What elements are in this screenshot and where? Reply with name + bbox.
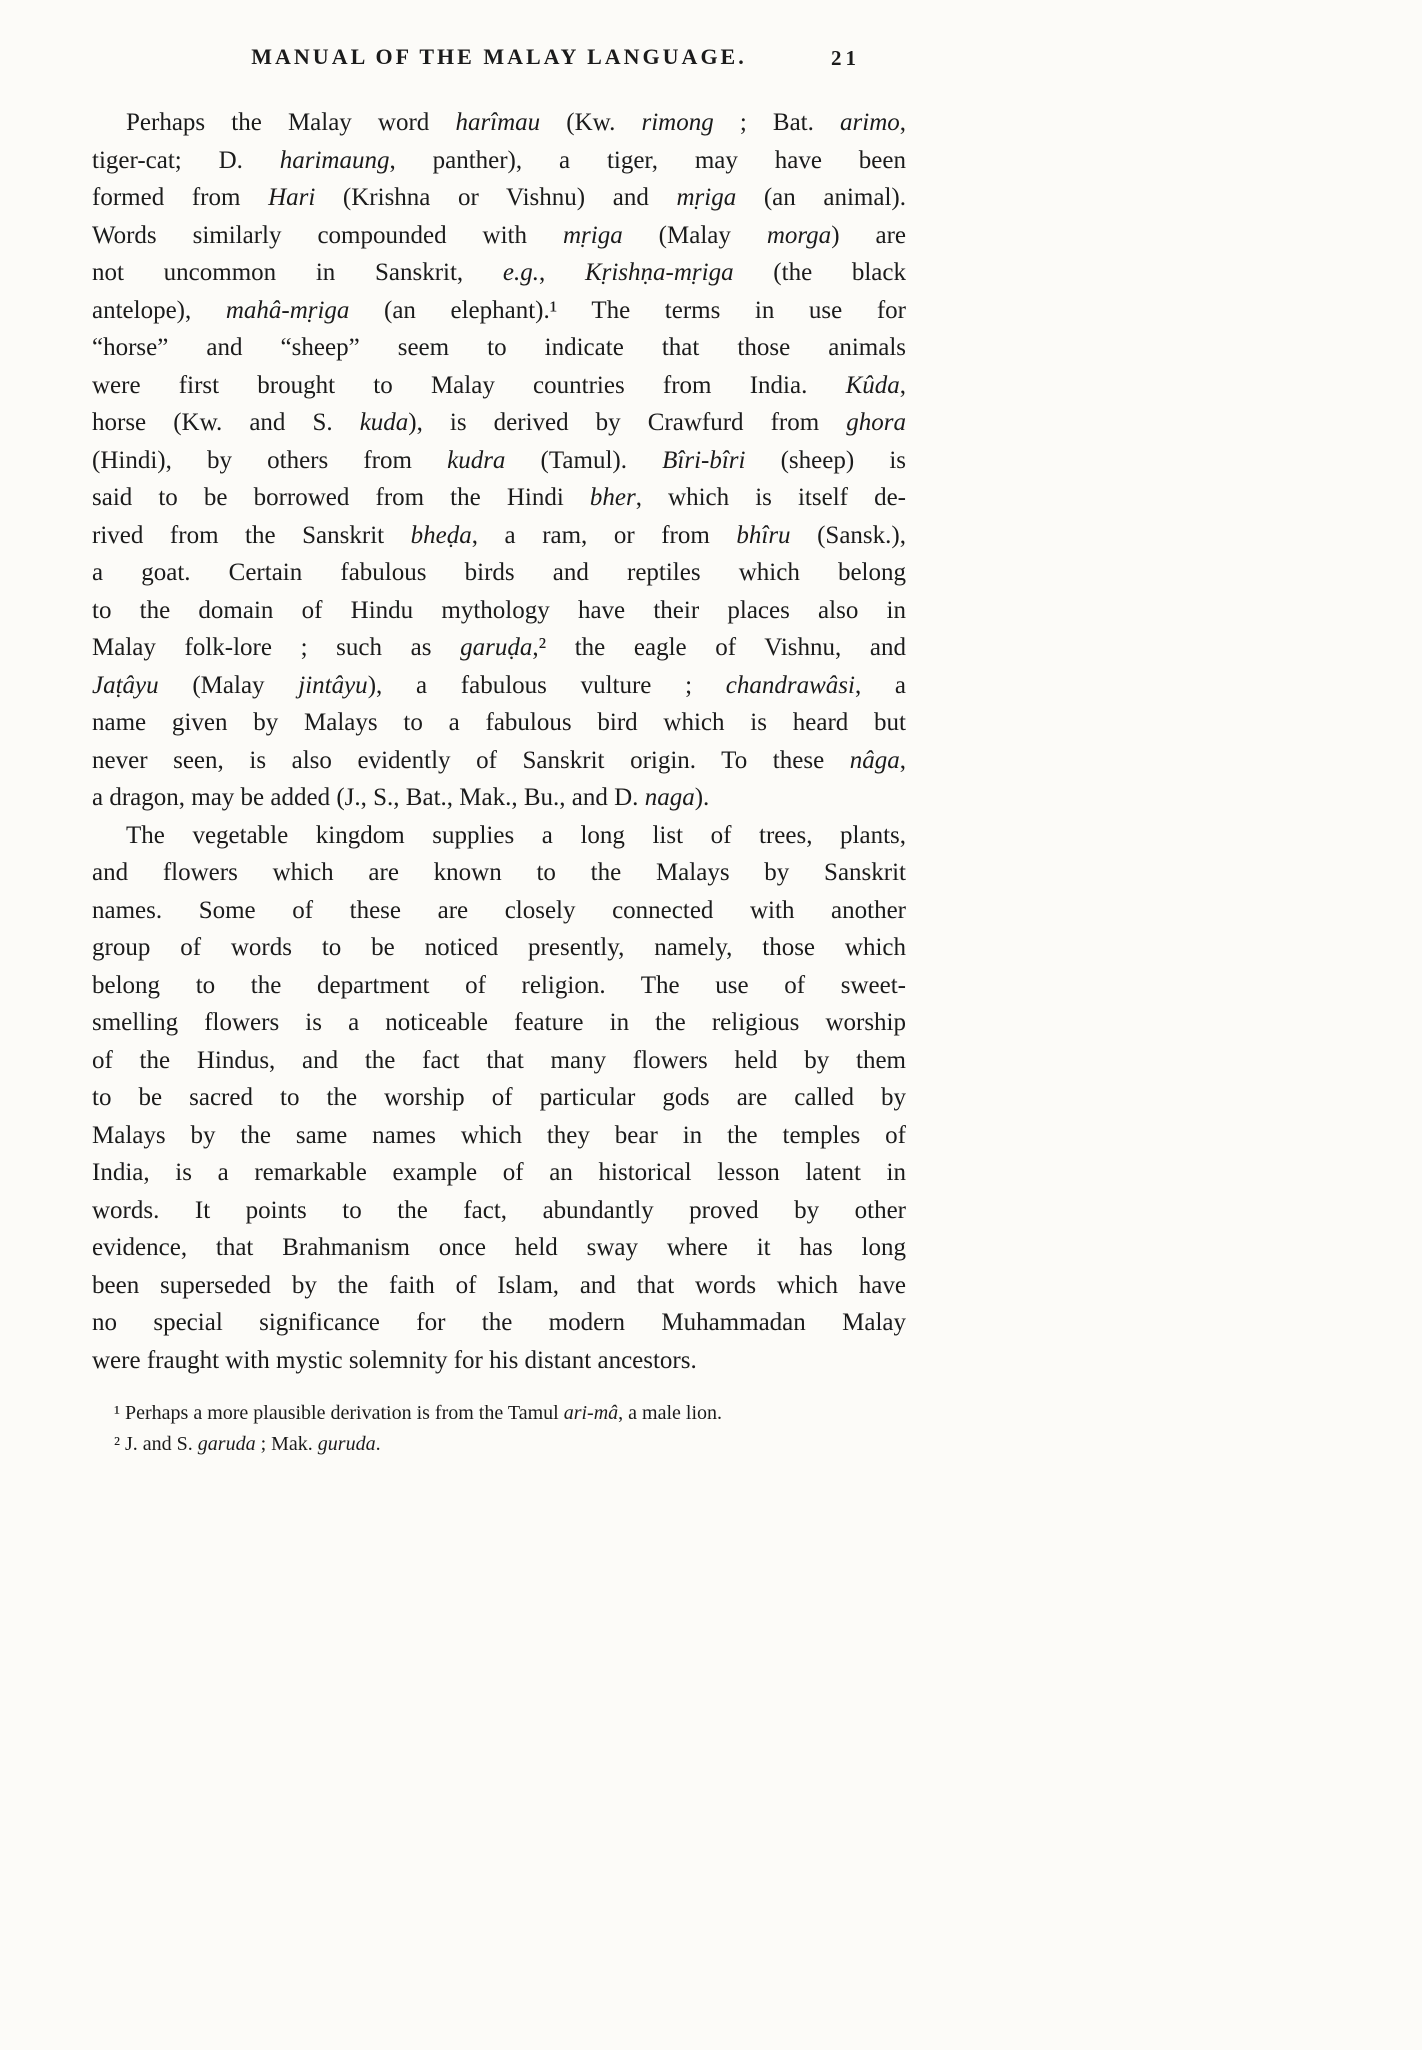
italic-text: Hari (268, 184, 316, 211)
text-run: , (899, 371, 906, 399)
text-line (92, 1042, 906, 1080)
text-line (92, 742, 906, 780)
text-line (92, 1229, 906, 1267)
text-run: ). (694, 784, 710, 811)
text-run: Perhaps the Malay word (126, 109, 456, 136)
text-line (92, 479, 906, 517)
text-run: tiger-cat; D. (92, 146, 280, 174)
text-run: formed from (92, 184, 269, 211)
text-line (92, 1154, 906, 1192)
text-line (92, 1079, 906, 1117)
text-line (92, 854, 906, 892)
text-run: antelope), (92, 296, 226, 324)
paragraph (92, 817, 906, 1380)
text-run: (an elephant).¹ The terms in use for (349, 296, 906, 324)
text-run: (sheep) is (745, 446, 906, 474)
italic-text: nâga (849, 746, 900, 774)
footnote-line (92, 1429, 906, 1460)
text-run: group of words to be noticed presently, namely, those which (92, 934, 906, 961)
text-run: names. Some of these are closely connected with another (92, 896, 906, 924)
italic-text: Kṛishṇa-mṛiga (584, 259, 734, 286)
text-run: never seen, is also evidently of Sanskrit origin. To these (92, 746, 850, 774)
text-run: Malay folk-lore ; such as (92, 634, 461, 661)
italic-text: kudra (447, 446, 506, 474)
text-run: evidence, that Brahmanism once held sway where it has long (92, 1234, 906, 1261)
text-run: a dragon, may be added (J., S., Bat., Mak., Bu., and D. (92, 784, 645, 811)
text-run: to be sacred to the worship of particular gods are called by (92, 1084, 906, 1111)
page-header (92, 44, 906, 76)
text-run: The vegetable kingdom supplies a long list of trees, plants, (126, 821, 906, 849)
text-line (92, 929, 906, 967)
italic-text: bher (589, 484, 636, 511)
italic-text: harimaung (279, 146, 390, 174)
text-line (92, 1267, 906, 1305)
text-run: name given by Malays to a fabulous bird which is heard but (92, 709, 906, 736)
text-run: , (899, 109, 906, 136)
italic-text: kuda (359, 409, 409, 436)
text-run: Words similarly compounded with (92, 221, 563, 249)
text-line (92, 404, 906, 442)
text-line (92, 704, 906, 742)
text-run: ) are (831, 221, 906, 249)
italic-text: Bîri-bîri (662, 446, 746, 474)
text-run: (Malay (622, 221, 767, 249)
text-line (92, 629, 906, 667)
italic-text: Kûda (845, 371, 900, 399)
text-run: rived from the Sanskrit (92, 521, 411, 549)
paragraph (92, 104, 906, 817)
italic-text: mṛiga (562, 221, 623, 249)
text-run: Malays by the same names which they bear in the temples of (92, 1121, 906, 1149)
italic-text: mṛiga (676, 184, 737, 211)
text-run: (Krishna or Vishnu) and (315, 184, 677, 211)
text-run: (an animal). (736, 184, 906, 211)
text-run: ), a fabulous vulture ; (367, 671, 726, 699)
text-run: (Hindi), by others from (92, 446, 448, 474)
text-line (92, 254, 906, 292)
text-line (92, 1192, 906, 1230)
running-title: MANUAL OF THE MALAY LANGUAGE. (251, 44, 747, 69)
text-line (92, 517, 906, 555)
text-run: , which is itself de- (635, 484, 906, 511)
italic-text: garuḍa (460, 634, 533, 661)
italic-text: morga (766, 221, 832, 249)
italic-text: naga (644, 784, 695, 811)
italic-text: chandrawâsi (725, 671, 855, 699)
text-line (92, 892, 906, 930)
text-run: (Tamul). (505, 446, 663, 474)
italic-text: e.g. (502, 259, 539, 286)
text-run: not uncommon in Sanskrit, (92, 259, 503, 286)
text-line (92, 592, 906, 630)
footnote-line (92, 1398, 906, 1429)
text-run: a goat. Certain fabulous birds and reptiles which belong (92, 559, 906, 586)
text-run: and flowers which are known to the Malays by Sanskrit (92, 859, 906, 886)
text-line (92, 1117, 906, 1155)
text-run: , a ram, or from (471, 521, 737, 549)
text-line (92, 1304, 906, 1342)
text-run: smelling flowers is a noticeable feature in the religious worship (92, 1009, 906, 1036)
text-run: (Malay (158, 671, 299, 699)
text-run: ¹ Perhaps a more plausible derivation is from the Tamul (114, 1402, 564, 1424)
text-line (92, 217, 906, 255)
text-line (92, 779, 906, 817)
text-run: ; Bat. (713, 109, 841, 136)
text-run: were fraught with mystic solemnity for his distant ancestors. (92, 1346, 697, 1374)
text-run: , panther), a tiger, may have been (389, 146, 907, 174)
italic-text: rimong (641, 109, 714, 136)
page-number: 21 (831, 46, 860, 70)
italic-text: bheḍa (410, 521, 472, 549)
text-line (92, 1342, 906, 1380)
text-run: , a male lion. (618, 1402, 722, 1424)
italic-text: ghora (846, 409, 906, 436)
text-run: words. It points to the fact, abundantly proved by other (92, 1196, 906, 1224)
text-run: (Sansk.), (790, 521, 906, 549)
text-line (92, 292, 906, 330)
text-line (92, 967, 906, 1005)
text-run: (Kw. (540, 109, 642, 136)
text-run: belong to the department of religion. The use of sweet- (92, 971, 906, 999)
text-run: horse (Kw. and S. (92, 409, 360, 436)
text-run: . (375, 1433, 381, 1455)
text-run: ² J. and S. (114, 1433, 198, 1455)
text-line (92, 179, 906, 217)
text-run: ), is derived by Crawfurd from (408, 409, 847, 436)
text-line (92, 667, 906, 705)
italic-text: bhîru (736, 521, 791, 549)
text-line (92, 104, 906, 142)
text-line (92, 554, 906, 592)
footnotes (92, 1398, 906, 1460)
text-run: said to be borrowed from the Hindi (92, 484, 590, 511)
text-run: , (899, 746, 906, 774)
italic-text: jintâyu (298, 671, 368, 699)
text-run: been superseded by the faith of Islam, and that words which have (92, 1271, 906, 1299)
text-line (92, 442, 906, 480)
italic-text: garuda (197, 1433, 256, 1455)
text-run: India, is a remarkable example of an historical lesson latent in (92, 1159, 906, 1186)
text-line (92, 142, 906, 180)
text-line (92, 1004, 906, 1042)
italic-text: arimo (840, 109, 900, 136)
italic-text: ari-mâ (563, 1402, 619, 1424)
text-run: (the black (733, 259, 907, 286)
text-run: no special significance for the modern Muhammadan Malay (92, 1309, 906, 1336)
italic-text: mahâ-mṛiga (225, 296, 350, 324)
body-text (92, 104, 906, 1379)
text-run: “horse” and “sheep” seem to indicate that those animals (92, 334, 906, 361)
italic-text: harîmau (455, 109, 541, 136)
italic-text: Jaṭâyu (92, 671, 159, 699)
text-line (92, 367, 906, 405)
text-run: , a (854, 671, 906, 699)
text-run: ; Mak. (255, 1433, 318, 1455)
text-line (92, 817, 906, 855)
text-run: of the Hindus, and the fact that many flowers held by them (92, 1046, 906, 1074)
text-line (92, 329, 906, 367)
text-run: were first brought to Malay countries from India. (92, 371, 846, 399)
italic-text: guruda (317, 1433, 376, 1455)
text-run: ,² the eagle of Vishnu, and (532, 634, 906, 661)
text-run: , (539, 259, 585, 286)
text-run: to the domain of Hindu mythology have their places also in (92, 596, 906, 624)
